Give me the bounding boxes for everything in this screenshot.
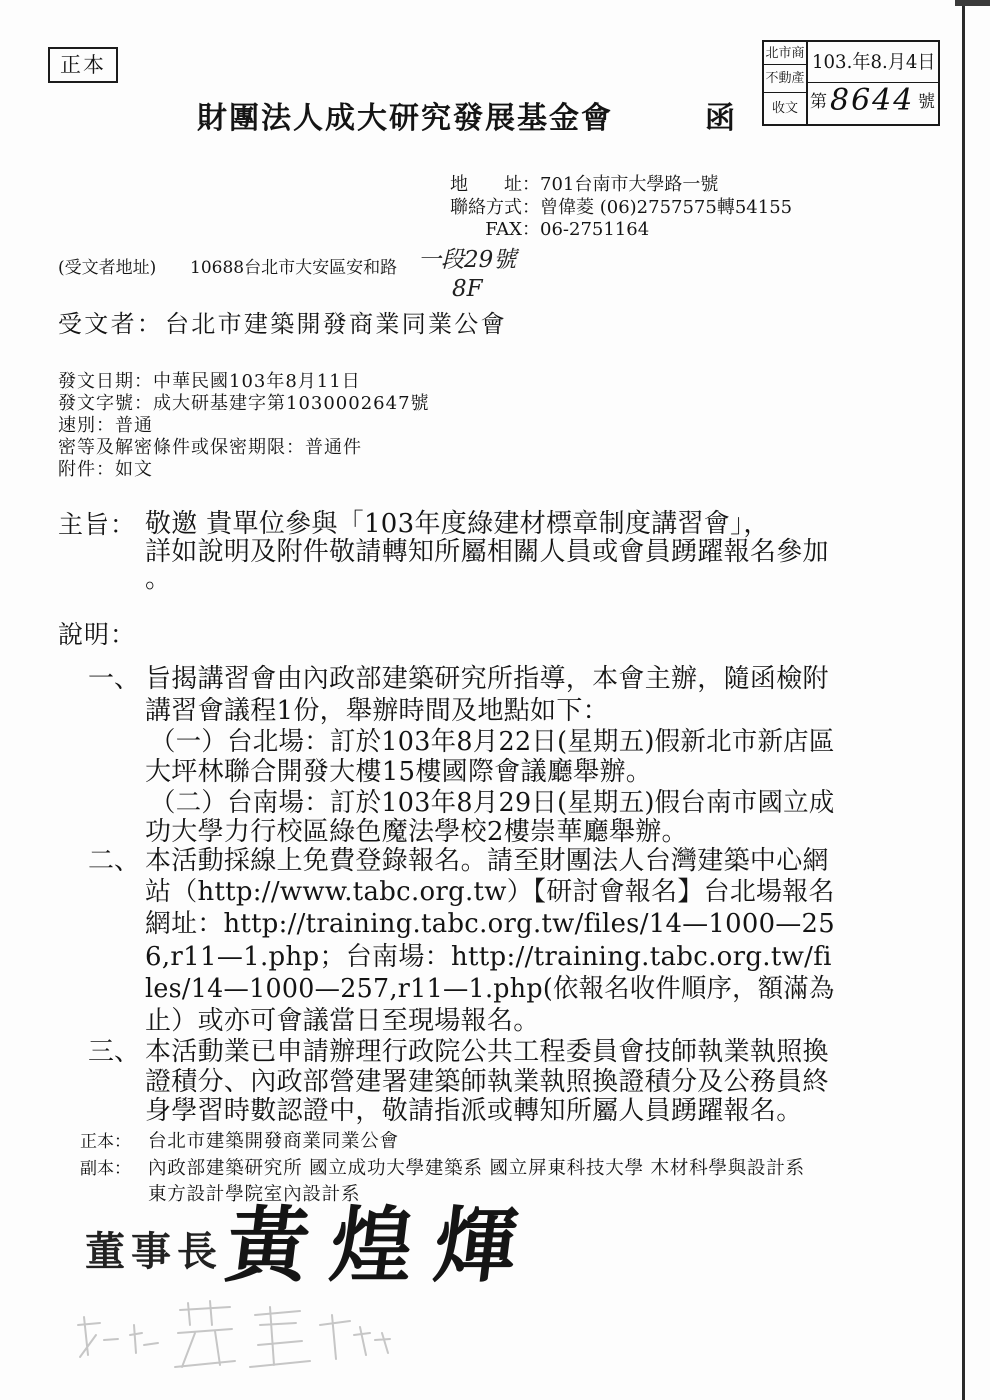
description-item-line: 講習會議程1份，舉辦時間及地點如下： [145, 696, 609, 726]
meta-label: 發文字號： [58, 393, 153, 414]
subject-line: 。 [145, 564, 172, 594]
meta-issue-number [58, 395, 430, 413]
meta-value: 普通 [115, 415, 153, 436]
sender-fax: 06-2751164 [540, 219, 650, 240]
description-item-line: 6,r11—1.php；台南場：http://training.tabc.org.tw/fi [145, 942, 832, 972]
description-item-line: 本活動採線上免費登錄報名。請至財團法人台灣建築中心網 [145, 846, 829, 876]
recipient-address-handwritten-floor: 8F [452, 276, 483, 302]
sender-fax-label: FAX： [485, 219, 540, 240]
description-item-line: 證積分、內政部營建署建築師執業執照換證積分及公務員終 [145, 1067, 829, 1097]
description-item-line: 身學習時數認證中，敬請指派或轉知所屬人員踴躍報名。 [145, 1096, 803, 1126]
meta-speed [58, 417, 153, 435]
meta-issue-date [58, 373, 361, 391]
meta-attachment [58, 461, 153, 479]
signature-name-handwritten: 黃煌煇 [221, 1198, 545, 1294]
distribution-original-label: 正本： [80, 1132, 131, 1152]
description-item-line: （二）台南場：訂於103年8月29日(星期五)假台南市國立成 [150, 788, 835, 818]
distribution-copy-label: 副本： [80, 1159, 131, 1179]
stamp-number-suffix: 號 [918, 92, 935, 112]
stamp-org-line1: 北市商 [765, 46, 805, 61]
stamp-number-prefix: 第 [810, 92, 827, 112]
sender-contact: 曾偉菱 (06)2757575轉54155 [540, 197, 793, 218]
description-item-line: 止）或亦可會議當日至現場報名。 [145, 1006, 540, 1036]
signature-title: 董事長 [85, 1228, 223, 1275]
meta-label: 密等及解密條件或保密期限： [58, 437, 305, 458]
description-label: 說明： [58, 620, 137, 649]
meta-value: 中華民國103年8月11日 [153, 371, 361, 392]
recipient-address-handwritten: 一段29號 [418, 247, 517, 273]
copy-label-box: 正本 [48, 47, 118, 83]
org-title: 財團法人成大研究發展基金會 [197, 101, 613, 136]
recipient-address-printed: 10688台北市大安區安和路 [190, 258, 398, 278]
meta-value: 如文 [115, 459, 153, 480]
stamp-number-handwritten: 8644 [830, 83, 915, 118]
recipient-address-label: (受文者地址) [58, 258, 157, 278]
stamp-org-line2: 不動產 [765, 71, 805, 86]
description-item-line: 本活動業已申請辦理行政院公共工程委員會技師執業執照換 [145, 1037, 829, 1067]
stamp-date: 103.年8.月4日 [812, 51, 936, 73]
scan-edge-corner [955, 0, 990, 6]
description-item-line: les/14—1000—257,r11—1.php(依報名收件順序，額滿為 [145, 974, 835, 1004]
stamp-divider [764, 64, 806, 65]
description-item-line: （一）台北場：訂於103年8月22日(星期五)假新北市新店區 [150, 727, 835, 757]
meta-classification [58, 439, 362, 457]
doc-type: 函 [705, 101, 737, 136]
scan-edge-line [962, 0, 965, 1400]
stamp-org-line3: 收文 [771, 101, 798, 116]
receipt-stamp-org-column [764, 42, 808, 124]
description-item-number: 二、 [88, 846, 141, 876]
sender-address: 701台南市大學路一號 [540, 174, 719, 195]
subject-line: 詳如說明及附件敬請轉知所屬相關人員或會員踴躍報名參加 [145, 537, 829, 567]
subject-label: 主旨： [58, 510, 137, 539]
description-item-number: 三、 [88, 1037, 141, 1067]
faint-handwritten-stamp [70, 1295, 410, 1380]
description-item-line: 站（http://www.tabc.org.tw）【研討會報名】台北場報名 [145, 877, 835, 907]
meta-label: 發文日期： [58, 371, 153, 392]
receipt-stamp [762, 40, 940, 126]
sender-contact-label: 聯絡方式： [450, 197, 540, 218]
description-item-line: 網址：http://training.tabc.org.tw/files/14—1000—25 [145, 909, 836, 939]
distribution-copy-line: 東方設計學院室內設計系 [148, 1184, 361, 1205]
recipient-label: 受文者： [58, 310, 164, 338]
sender-address-label: 地 址： [450, 174, 540, 195]
stamp-divider [764, 92, 806, 93]
description-item-number: 一、 [88, 664, 141, 694]
meta-label: 附件： [58, 459, 115, 480]
subject-line: 敬邀 貴單位參與「103年度綠建材標章制度講習會」， [145, 509, 770, 539]
recipient-name: 台北市建築開發商業同業公會 [165, 310, 507, 338]
description-item-line: 旨揭講習會由內政部建築研究所指導，本會主辦，隨函檢附 [145, 664, 829, 694]
distribution-original: 台北市建築開發商業同業公會 [148, 1131, 399, 1152]
distribution-copy-line: 內政部建築研究所 國立成功大學建築系 國立屏東科技大學 木材科學與設計系 [148, 1158, 805, 1179]
meta-label: 速別： [58, 415, 115, 436]
meta-value: 成大研基建字第1030002647號 [153, 393, 430, 414]
meta-value: 普通件 [305, 437, 362, 458]
description-item-line: 大坪林聯合開發大樓15樓國際會議廳舉辦。 [145, 757, 653, 787]
description-item-line: 功大學力行校區綠色魔法學校2樓崇華廳舉辦。 [145, 817, 688, 847]
